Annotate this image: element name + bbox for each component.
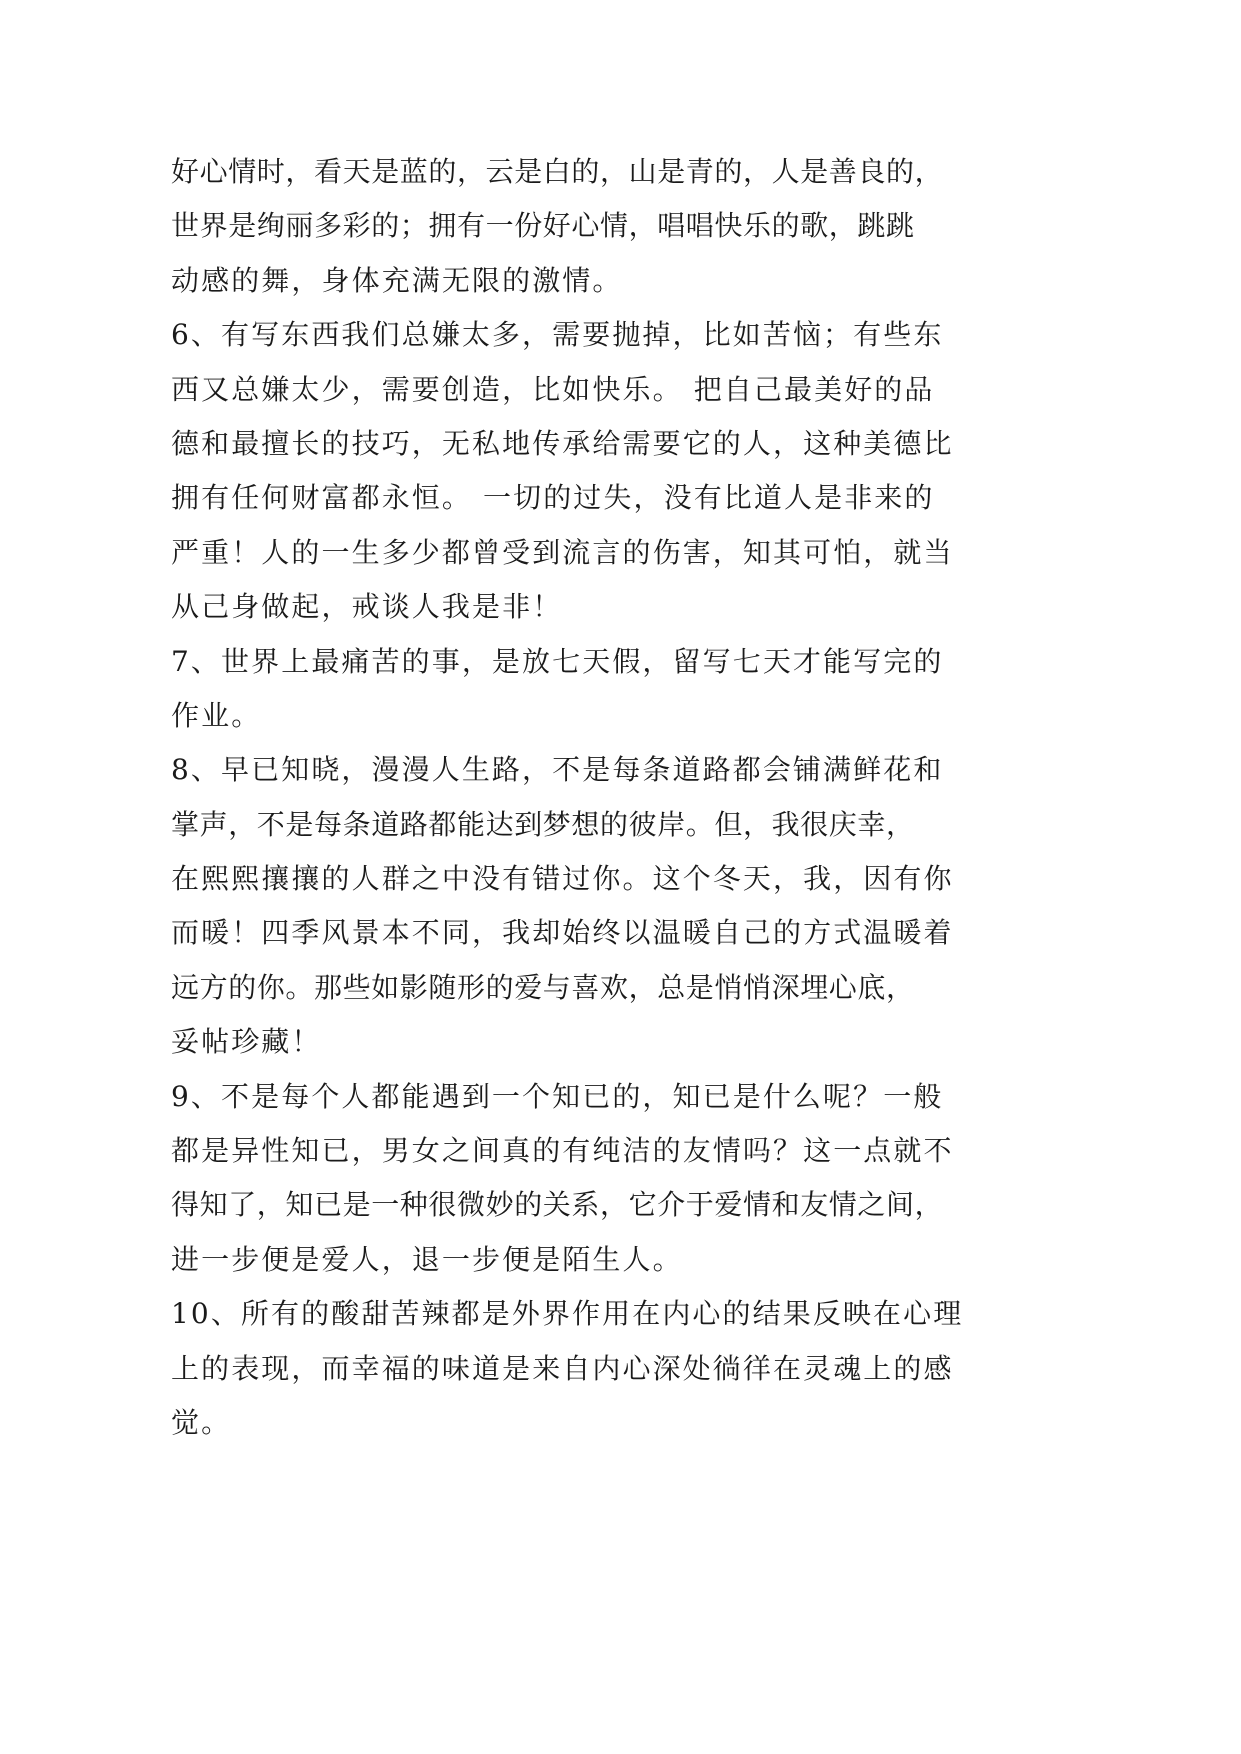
text-line-10: 7、世界上最痛苦的事，是放七天假，留写七天才能写完的	[171, 644, 944, 678]
text-line-14: 在熙熙攘攘的人群之中没有错过你。这个冬天，我，因有你	[171, 862, 954, 896]
text-line-7: 拥有任何财富都永恒。 一切的过失，没有比道人是非来的	[171, 481, 935, 515]
text-line-20: 得知了，知已是一种很微妙的关系，它介于爱情和友情之间，	[171, 1188, 944, 1222]
text-line-8: 严重！人的一生多少都曾受到流言的伤害，知其可怕，就当	[171, 535, 954, 569]
text-line-18: 9、不是每个人都能遇到一个知已的，知已是什么呢？一般	[171, 1079, 944, 1113]
text-line-24: 觉。	[171, 1405, 232, 1439]
text-line-1: 好心情时，看天是蓝的，云是白的，山是青的，人是善良的，	[171, 155, 944, 188]
text-line-23: 上的表现，而幸福的味道是来自内心深处徜徉在灵魂上的感	[171, 1351, 954, 1385]
text-line-21: 进一步便是爱人，退一步便是陌生人。	[171, 1242, 683, 1276]
text-line-9: 从己身做起，戒谈人我是非！	[171, 590, 563, 624]
text-line-5: 西又总嫌太少，需要创造，比如快乐。 把自己最美好的品	[171, 372, 935, 406]
text-line-6: 德和最擅长的技巧，无私地传承给需要它的人，这种美德比	[171, 426, 954, 460]
text-line-4: 6、有写东西我们总嫌太多，需要抛掉，比如苦恼；有些东	[171, 318, 944, 352]
text-line-3: 动感的舞，身体充满无限的激情。	[171, 263, 623, 297]
document-body-text	[171, 145, 971, 1450]
text-line-15: 而暖！四季风景本不同，我却始终以温暖自己的方式温暖着	[171, 916, 954, 950]
text-line-19: 都是异性知已，男女之间真的有纯洁的友情吗？这一点就不	[171, 1134, 954, 1168]
text-line-11: 作业。	[171, 698, 262, 732]
text-line-16: 远方的你。那些如影随形的爱与喜欢，总是悄悄深埋心底，	[171, 970, 915, 1004]
text-line-2: 世界是绚丽多彩的；拥有一份好心情，唱唱快乐的歌，跳跳	[171, 209, 915, 243]
text-line-22: 10、所有的酸甜苦辣都是外界作用在内心的结果反映在心理	[171, 1297, 964, 1331]
text-line-12: 8、早已知晓，漫漫人生路，不是每条道路都会铺满鲜花和	[171, 753, 944, 787]
text-line-13: 掌声，不是每条道路都能达到梦想的彼岸。但，我很庆幸，	[171, 807, 915, 841]
text-line-17: 妥帖珍藏！	[171, 1025, 322, 1059]
